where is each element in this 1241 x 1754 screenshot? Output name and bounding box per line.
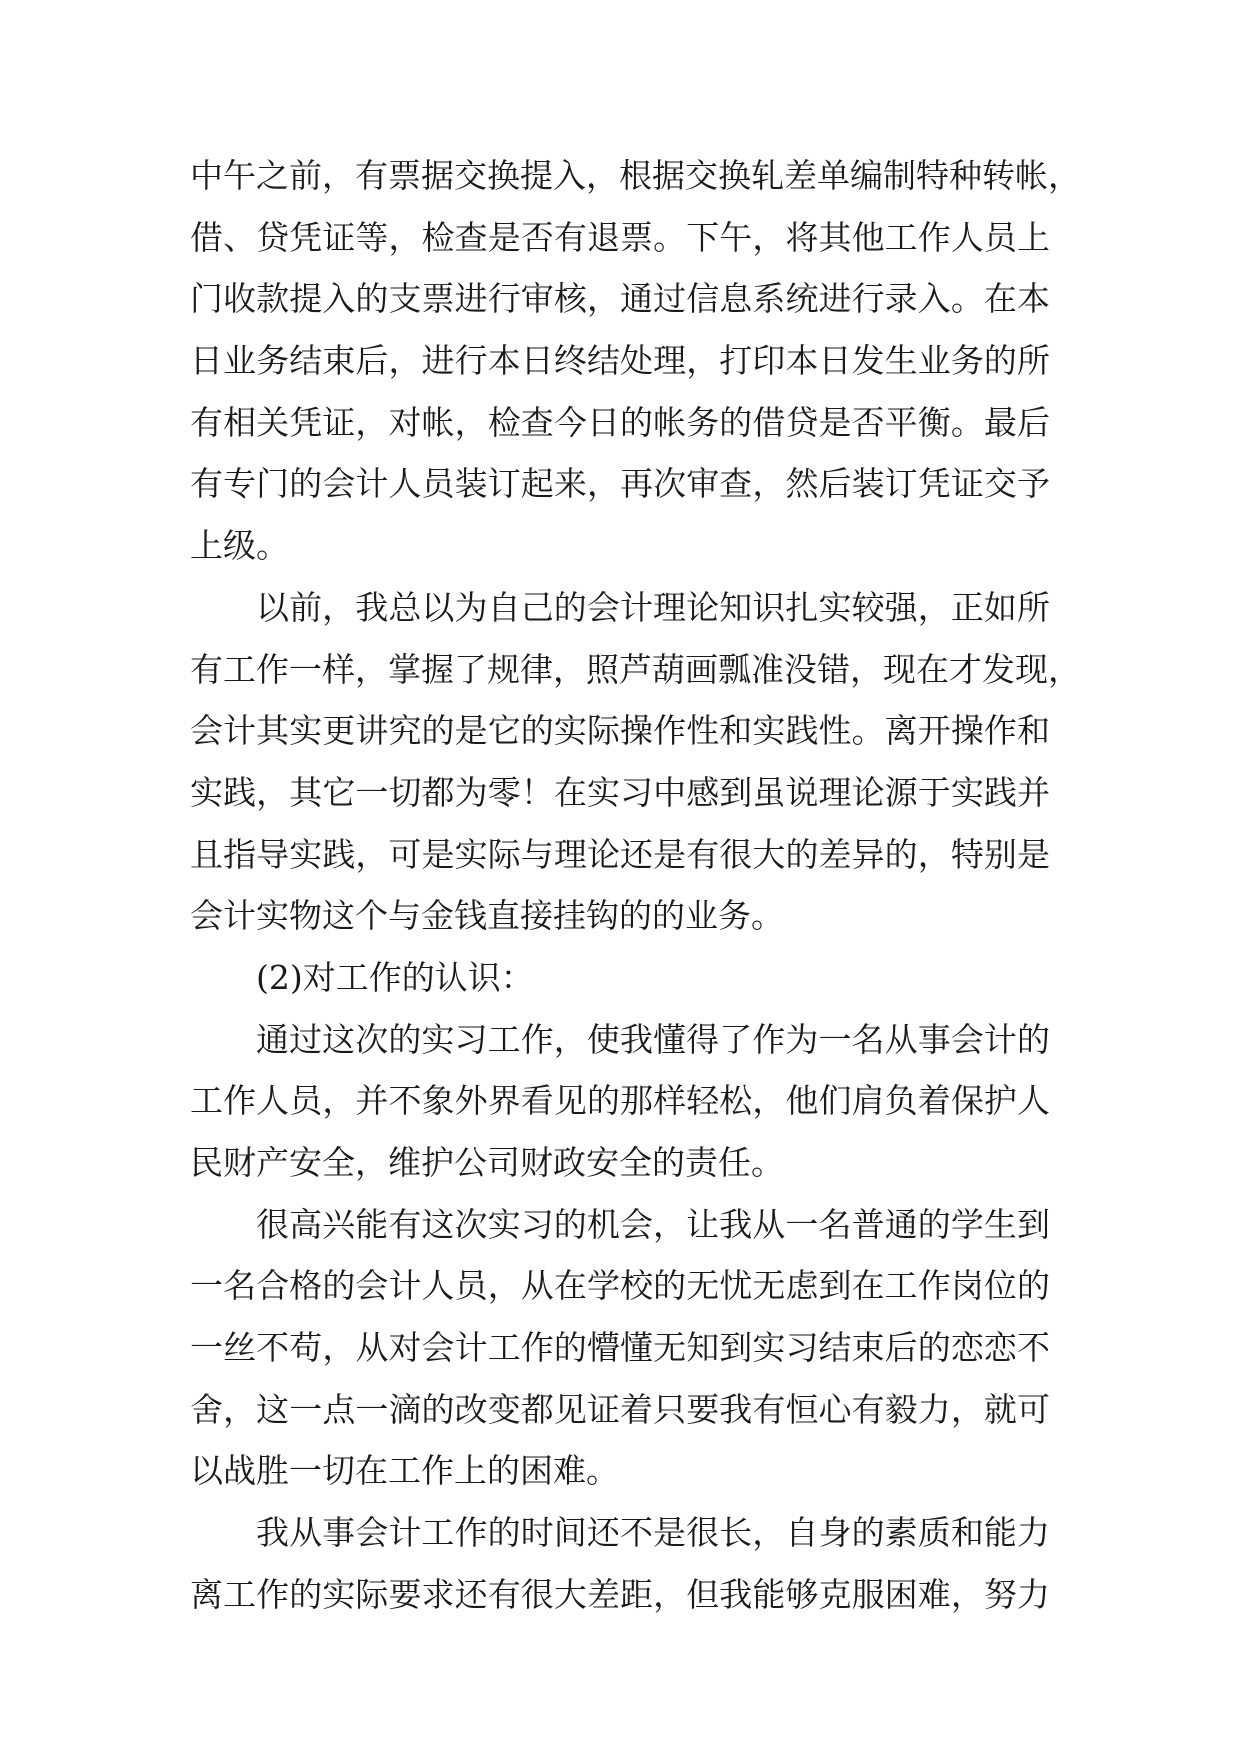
text-line: (2)对工作的认识： bbox=[256, 957, 534, 997]
text-line: 有相关凭证，对帐，检查今日的帐务的借贷是否平衡。最后 bbox=[190, 402, 1050, 442]
text-line: 离工作的实际要求还有很大差距，但我能够克服困难，努力 bbox=[190, 1574, 1050, 1614]
text-line: 民财产安全，维护公司财政安全的责任。 bbox=[190, 1143, 784, 1182]
text-line: 且指导实践，可是实际与理论还是有很大的差异的，特别是 bbox=[190, 834, 1050, 874]
body-text bbox=[190, 145, 1081, 1626]
text-line: 一丝不苟，从对会计工作的懵懂无知到实习结束后的恋恋不 bbox=[190, 1328, 1050, 1368]
text-line: 实践，其它一切都为零！在实习中感到虽说理论源于实践并 bbox=[190, 772, 1050, 812]
text-line: 会计实物这个与金钱直接挂钩的的业务。 bbox=[190, 896, 784, 936]
text-line: 借、贷凭证等，检查是否有退票。下午，将其他工作人员上 bbox=[190, 217, 1050, 257]
text-line: 通过这次的实习工作，使我懂得了作为一名从事会计的 bbox=[256, 1019, 1050, 1059]
text-line: 以前，我总以为自己的会计理论知识扎实较强，正如所 bbox=[256, 587, 1050, 627]
text-line: 工作人员，并不象外界看见的那样轻松，他们肩负着保护人 bbox=[190, 1081, 1050, 1121]
text-line: 一名合格的会计人员，从在学校的无忧无虑到在工作岗位的 bbox=[190, 1266, 1050, 1306]
text-line: 中午之前，有票据交换提入，根据交换轧差单编制特种转帐， bbox=[190, 156, 1081, 195]
text-line: 以战胜一切在工作上的困难。 bbox=[190, 1451, 619, 1491]
text-line: 有工作一样，掌握了规律，照芦葫画瓢准没错，现在才发现， bbox=[190, 649, 1081, 689]
text-line: 门收款提入的支票进行审核，通过信息系统进行录入。在本 bbox=[190, 279, 1050, 319]
text-line: 上级。 bbox=[190, 526, 289, 566]
text-line: 我从事会计工作的时间还不是很长，自身的素质和能力 bbox=[256, 1513, 1050, 1553]
text-line: 日业务结束后，进行本日终结处理，打印本日发生业务的所 bbox=[190, 341, 1050, 381]
text-line: 舍，这一点一滴的改变都见证着只要我有恒心有毅力，就可 bbox=[190, 1389, 1050, 1429]
text-line: 很高兴能有这次实习的机会，让我从一名普通的学生到 bbox=[256, 1204, 1050, 1244]
text-line: 有专门的会计人员装订起来，再次审查，然后装订凭证交予 bbox=[190, 464, 1050, 504]
text-line: 会计其实更讲究的是它的实际操作性和实践性。离开操作和 bbox=[190, 711, 1050, 751]
